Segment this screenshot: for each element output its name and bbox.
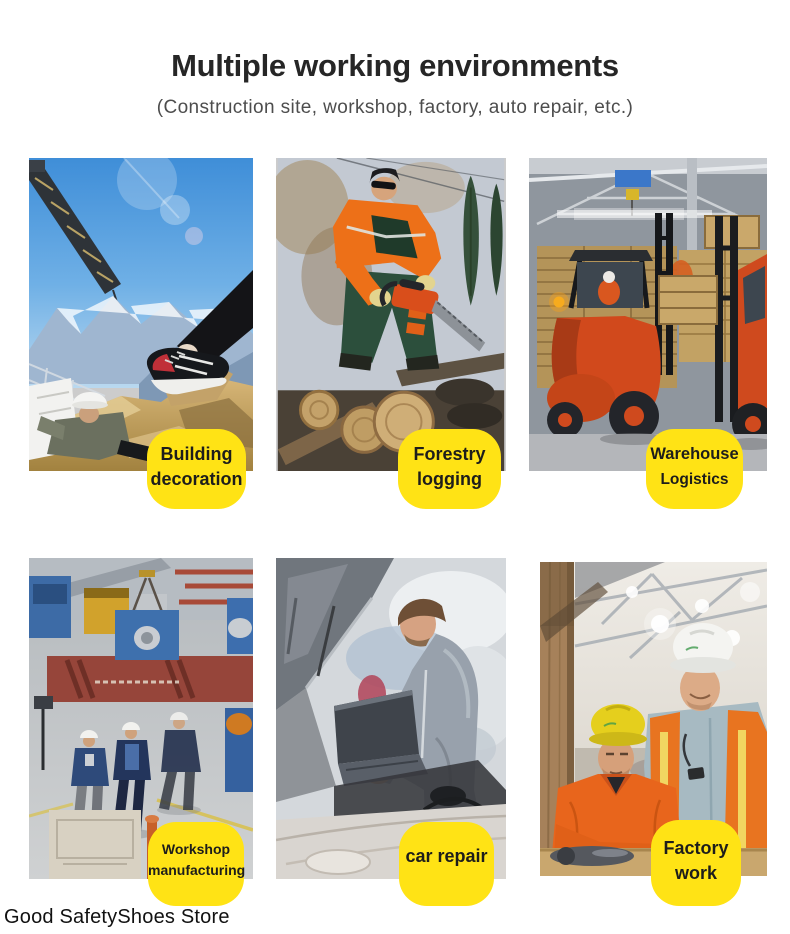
badge-line: Factory <box>663 838 729 858</box>
badge-line: Warehouse <box>650 445 739 463</box>
photo-warehouse-logistics <box>529 158 767 471</box>
page-subtitle: (Construction site, workshop, factory, auto repair, etc.) <box>156 97 634 118</box>
badge-car-repair <box>399 822 494 906</box>
forestry-logging-illustration <box>276 158 506 471</box>
badge-line: decoration <box>150 469 243 489</box>
badge-line: logging <box>417 469 482 489</box>
badge-forestry-logging <box>398 429 501 509</box>
photo-building-decoration <box>29 158 253 471</box>
badge-building-decoration <box>147 429 246 509</box>
badge-line: car repair <box>405 846 488 866</box>
badge-line: manufacturing <box>148 862 246 878</box>
badge-workshop-manufacturing <box>148 822 244 906</box>
construction-site-illustration <box>29 158 253 471</box>
warehouse-forklift-illustration <box>529 158 767 471</box>
badge-line: Forestry <box>413 444 486 464</box>
page-title: Multiple working environments <box>171 48 619 83</box>
badge-line: Workshop <box>161 841 231 857</box>
badge-line: work <box>674 863 717 883</box>
badge-warehouse-logistics <box>646 429 743 509</box>
badge-line: Logistics <box>660 471 729 488</box>
badge-factory-work <box>651 820 741 906</box>
store-name: Good SafetyShoes Store <box>4 906 230 928</box>
photo-forestry-logging <box>276 158 506 471</box>
badge-line: Building <box>160 444 233 464</box>
